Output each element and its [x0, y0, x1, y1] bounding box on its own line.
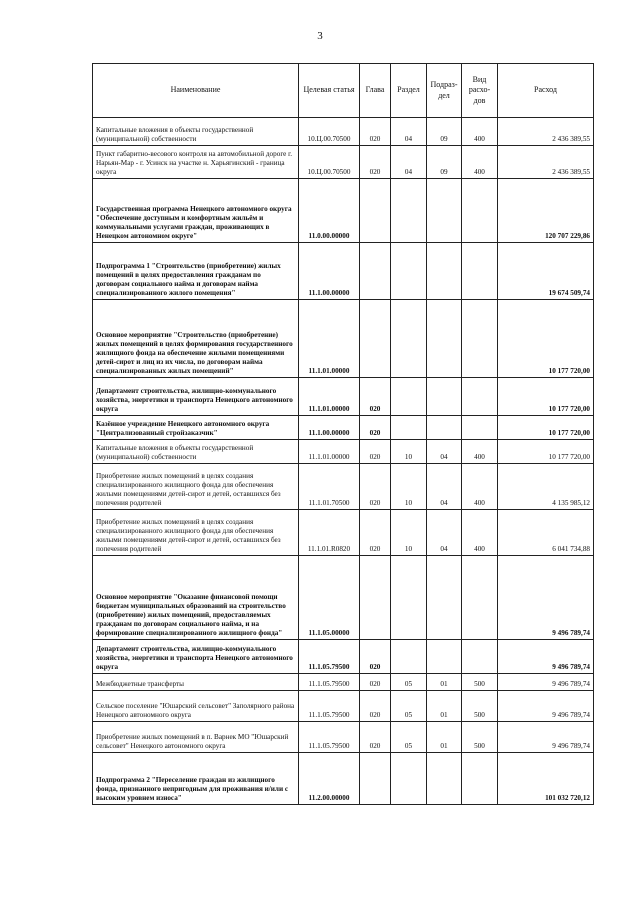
cell-section: 05 [391, 722, 427, 753]
cell-expense-type [462, 640, 498, 674]
cell-expense-type [462, 179, 498, 243]
cell-target: 11.1.00.00000 [299, 243, 360, 300]
cell-subsection: 01 [427, 691, 462, 722]
cell-name: Межбюджетные трансферты [93, 674, 299, 691]
cell-section [391, 753, 427, 805]
table-row [93, 378, 594, 416]
cell-target: 10.Ц.00.70500 [299, 118, 360, 146]
table-row [93, 146, 594, 179]
cell-subsection [427, 556, 462, 640]
cell-name: Основное мероприятие "Строительство (приобретение) жилых помещений в целях формирования государственного жилищного фонда на обеспечение жилыми помещениями детей-сирот и лиц из их числа, по договорам найма специализированных жилых помещений" [93, 300, 299, 378]
cell-chapter: 020 [360, 674, 391, 691]
cell-name: Подпрограмма 1 "Строительство (приобретение) жилых помещений в целях предоставления гражданам по договорам социального найма и договорам найма специализированного жилого помещения" [93, 243, 299, 300]
cell-amount: 19 674 509,74 [498, 243, 594, 300]
cell-amount: 10 177 720,00 [498, 416, 594, 440]
cell-name: Подпрограмма 2 "Переселение граждан из жилищного фонда, признанного непригодным для проживания и/или с высоким уровнем износа" [93, 753, 299, 805]
cell-target: 11.1.01.70500 [299, 464, 360, 510]
cell-chapter: 020 [360, 146, 391, 179]
cell-subsection [427, 416, 462, 440]
table-body [93, 118, 594, 805]
cell-target: 11.2.00.00000 [299, 753, 360, 805]
cell-expense-type [462, 556, 498, 640]
cell-name: Капитальные вложения в объекты государственной (муниципальной) собственности [93, 118, 299, 146]
cell-subsection [427, 179, 462, 243]
cell-amount: 9 496 789,74 [498, 691, 594, 722]
table-row [93, 118, 594, 146]
header-chapter: Глава [360, 64, 391, 118]
cell-expense-type: 400 [462, 510, 498, 556]
cell-expense-type: 400 [462, 464, 498, 510]
cell-chapter: 020 [360, 378, 391, 416]
cell-subsection: 04 [427, 510, 462, 556]
cell-section: 04 [391, 118, 427, 146]
cell-subsection: 01 [427, 722, 462, 753]
cell-section: 10 [391, 440, 427, 464]
cell-target: 11.1.05.79500 [299, 722, 360, 753]
budget-table [92, 63, 594, 805]
cell-amount: 4 135 985,12 [498, 464, 594, 510]
cell-name: Приобретение жилых помещений в целях создания специализированного жилищного фонда для обеспечения жилыми помещениями детей-сирот и детей, оставшихся без попечения родителей [93, 464, 299, 510]
page-number: 3 [317, 30, 323, 42]
cell-chapter [360, 753, 391, 805]
cell-target: 11.1.05.79500 [299, 691, 360, 722]
cell-subsection: 04 [427, 440, 462, 464]
cell-chapter: 020 [360, 640, 391, 674]
cell-name: Департамент строительства, жилищно-коммунального хозяйства, энергетики и транспорта Ненецкого автономного округа [93, 378, 299, 416]
cell-name: Капитальные вложения в объекты государственной (муниципальной) собственности [93, 440, 299, 464]
cell-subsection: 01 [427, 674, 462, 691]
cell-expense-type [462, 243, 498, 300]
cell-expense-type [462, 378, 498, 416]
cell-target: 11.1.01.00000 [299, 300, 360, 378]
cell-expense-type: 500 [462, 691, 498, 722]
table-row [93, 510, 594, 556]
cell-amount: 10 177 720,00 [498, 440, 594, 464]
cell-target: 11.0.00.00000 [299, 179, 360, 243]
table-row [93, 640, 594, 674]
cell-expense-type: 500 [462, 674, 498, 691]
cell-target: 11.1.01.00000 [299, 378, 360, 416]
cell-chapter [360, 179, 391, 243]
cell-amount: 9 496 789,74 [498, 722, 594, 753]
cell-amount: 2 436 389,55 [498, 118, 594, 146]
header-section: Раздел [391, 64, 427, 118]
cell-chapter: 020 [360, 722, 391, 753]
cell-section: 10 [391, 510, 427, 556]
cell-subsection: 04 [427, 464, 462, 510]
table-row [93, 243, 594, 300]
cell-chapter: 020 [360, 464, 391, 510]
cell-section: 04 [391, 146, 427, 179]
cell-target: 11.1.01.00000 [299, 440, 360, 464]
cell-expense-type [462, 753, 498, 805]
cell-name: Сельское поселение "Юшарский сельсовет" Заполярного района Ненецкого автономного округа [93, 691, 299, 722]
cell-section [391, 378, 427, 416]
cell-chapter: 020 [360, 440, 391, 464]
cell-name: Казённое учреждение Ненецкого автономного округа "Централизованный стройзаказчик" [93, 416, 299, 440]
cell-amount: 6 041 734,88 [498, 510, 594, 556]
cell-amount: 10 177 720,00 [498, 378, 594, 416]
cell-chapter [360, 556, 391, 640]
cell-target: 11.1.05.00000 [299, 556, 360, 640]
cell-section [391, 416, 427, 440]
cell-section [391, 243, 427, 300]
cell-amount: 9 496 789,74 [498, 640, 594, 674]
cell-target: 10.Ц.00.70500 [299, 146, 360, 179]
cell-section [391, 300, 427, 378]
cell-section: 05 [391, 674, 427, 691]
table-row [93, 464, 594, 510]
table-row [93, 440, 594, 464]
header-expense-type: Вид расхо-дов [462, 64, 498, 118]
cell-name: Пункт габаритно-весового контроля на автомобильной дороге г. Нарьян-Мар - г. Усинск на участке н. Харьягинский - граница округа [93, 146, 299, 179]
header-name: Наименование [93, 64, 299, 118]
cell-name: Департамент строительства, жилищно-коммунального хозяйства, энергетики и транспорта Ненецкого автономного округа [93, 640, 299, 674]
cell-expense-type: 400 [462, 118, 498, 146]
cell-chapter: 020 [360, 416, 391, 440]
table-row [93, 753, 594, 805]
cell-amount: 120 707 229,86 [498, 179, 594, 243]
header-amount: Расход [498, 64, 594, 118]
cell-amount: 10 177 720,00 [498, 300, 594, 378]
cell-subsection [427, 753, 462, 805]
cell-expense-type: 400 [462, 440, 498, 464]
cell-target: 11.1.00.00000 [299, 416, 360, 440]
cell-section: 05 [391, 691, 427, 722]
cell-chapter: 020 [360, 510, 391, 556]
header-subsection: Подраз-дел [427, 64, 462, 118]
table-row [93, 722, 594, 753]
table-row [93, 674, 594, 691]
table-row [93, 416, 594, 440]
cell-expense-type: 400 [462, 146, 498, 179]
cell-expense-type [462, 300, 498, 378]
cell-chapter: 020 [360, 691, 391, 722]
cell-subsection: 09 [427, 118, 462, 146]
cell-amount: 9 496 789,74 [498, 556, 594, 640]
table-row [93, 300, 594, 378]
cell-name: Приобретение жилых помещений в п. Варнек МО "Юшарский сельсовет" Ненецкого автономного округа [93, 722, 299, 753]
cell-section [391, 179, 427, 243]
header-target: Целевая статья [299, 64, 360, 118]
cell-section [391, 556, 427, 640]
cell-target: 11.1.05.79500 [299, 640, 360, 674]
cell-amount: 2 436 389,55 [498, 146, 594, 179]
table-row [93, 691, 594, 722]
cell-expense-type: 500 [462, 722, 498, 753]
cell-expense-type [462, 416, 498, 440]
cell-target: 11.1.05.79500 [299, 674, 360, 691]
cell-amount: 101 032 720,12 [498, 753, 594, 805]
cell-section [391, 640, 427, 674]
cell-subsection: 09 [427, 146, 462, 179]
cell-subsection [427, 640, 462, 674]
cell-name: Государственная программа Ненецкого автономного округа "Обеспечение доступным и комфортным жильём и коммунальными услугами граждан, проживающих в Ненецком автономном округе" [93, 179, 299, 243]
cell-subsection [427, 378, 462, 416]
cell-section: 10 [391, 464, 427, 510]
table-row [93, 556, 594, 640]
cell-chapter [360, 300, 391, 378]
cell-chapter [360, 243, 391, 300]
table-row [93, 179, 594, 243]
cell-subsection [427, 243, 462, 300]
cell-target: 11.1.01.R0820 [299, 510, 360, 556]
table-header-row [93, 64, 594, 118]
cell-amount: 9 496 789,74 [498, 674, 594, 691]
cell-chapter: 020 [360, 118, 391, 146]
cell-subsection [427, 300, 462, 378]
cell-name: Основное мероприятие "Оказание финансовой помощи бюджетам муниципальных образований на строительство (приобретение) жилых помещений, предоставляемых гражданам по договорам социального найма, и на формирование специализированного жилищного фонда" [93, 556, 299, 640]
cell-name: Приобретение жилых помещений в целях создания специализированного жилищного фонда для обеспечения жилыми помещениями детей-сирот и детей, оставшихся без попечения родителей [93, 510, 299, 556]
